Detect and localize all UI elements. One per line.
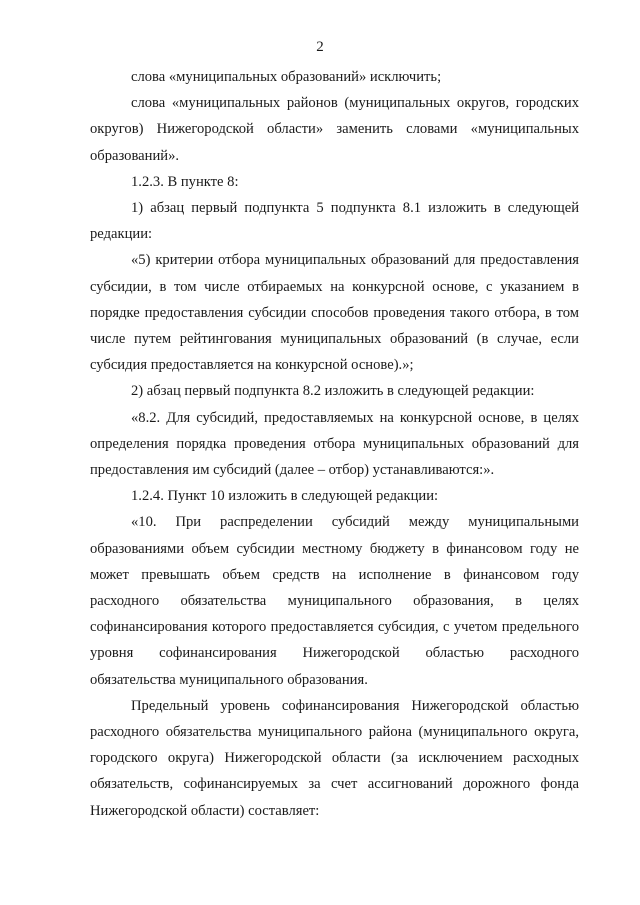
paragraph-8: 1.2.4. Пункт 10 изложить в следующей редакции:	[131, 488, 439, 505]
paragraph-5: «5) критерии отбора муниципальных образований для предоставления субсидии, в том числе отбираемых на конкурсной основе, с указанием в порядке предоставления субсидии способов проведения такого отбора, в том числе путем рейтингования муниципальных образований (в случае, если субсидия предоставляется на конкурсной основе).»;	[90, 252, 579, 374]
paragraph-10: Предельный уровень софинансирования Нижегородской областью расходного обязательства муниципального района (муниципального округа, городского округа) Нижегородской области (за исключением расходных обязательств, софинансируемых за счет ассигнований дорожного фонда Нижегородской области) составляет:	[90, 697, 579, 819]
paragraph-4: 1) абзац первый подпункта 5 подпункта 8.1 изложить в следующей редакции:	[90, 200, 579, 243]
paragraph-9: «10. При распределении субсидий между муниципальными образованиями объем субсидии местному бюджету в финансовом году не может превышать объем средств на исполнение в финансовом году расходного обязательства муниципального образования, в целях софинансирования которого предоставляется субсидия, с учетом предельного уровня софинансирования Нижегородской областью расходного обязательства муниципального образования.	[90, 514, 579, 688]
document-body	[90, 64, 579, 824]
paragraph-1: слова «муниципальных образований» исключить;	[131, 69, 442, 85]
paragraph-3: 1.2.3. В пункте 8:	[131, 173, 239, 190]
paragraph-6: 2) абзац первый подпункта 8.2 изложить в следующей редакции:	[131, 383, 535, 400]
paragraph-7: «8.2. Для субсидий, предоставляемых на конкурсной основе, в целях определения порядка проведения отбора муниципальных образований для предоставления им субсидий (далее – отбор) устанавливаются:».	[90, 409, 579, 479]
paragraph-2: слова «муниципальных районов (муниципальных округов, городских округов) Нижегородской области» заменить словами «муниципальных образований».	[90, 95, 579, 164]
page-number: 2	[316, 39, 324, 55]
